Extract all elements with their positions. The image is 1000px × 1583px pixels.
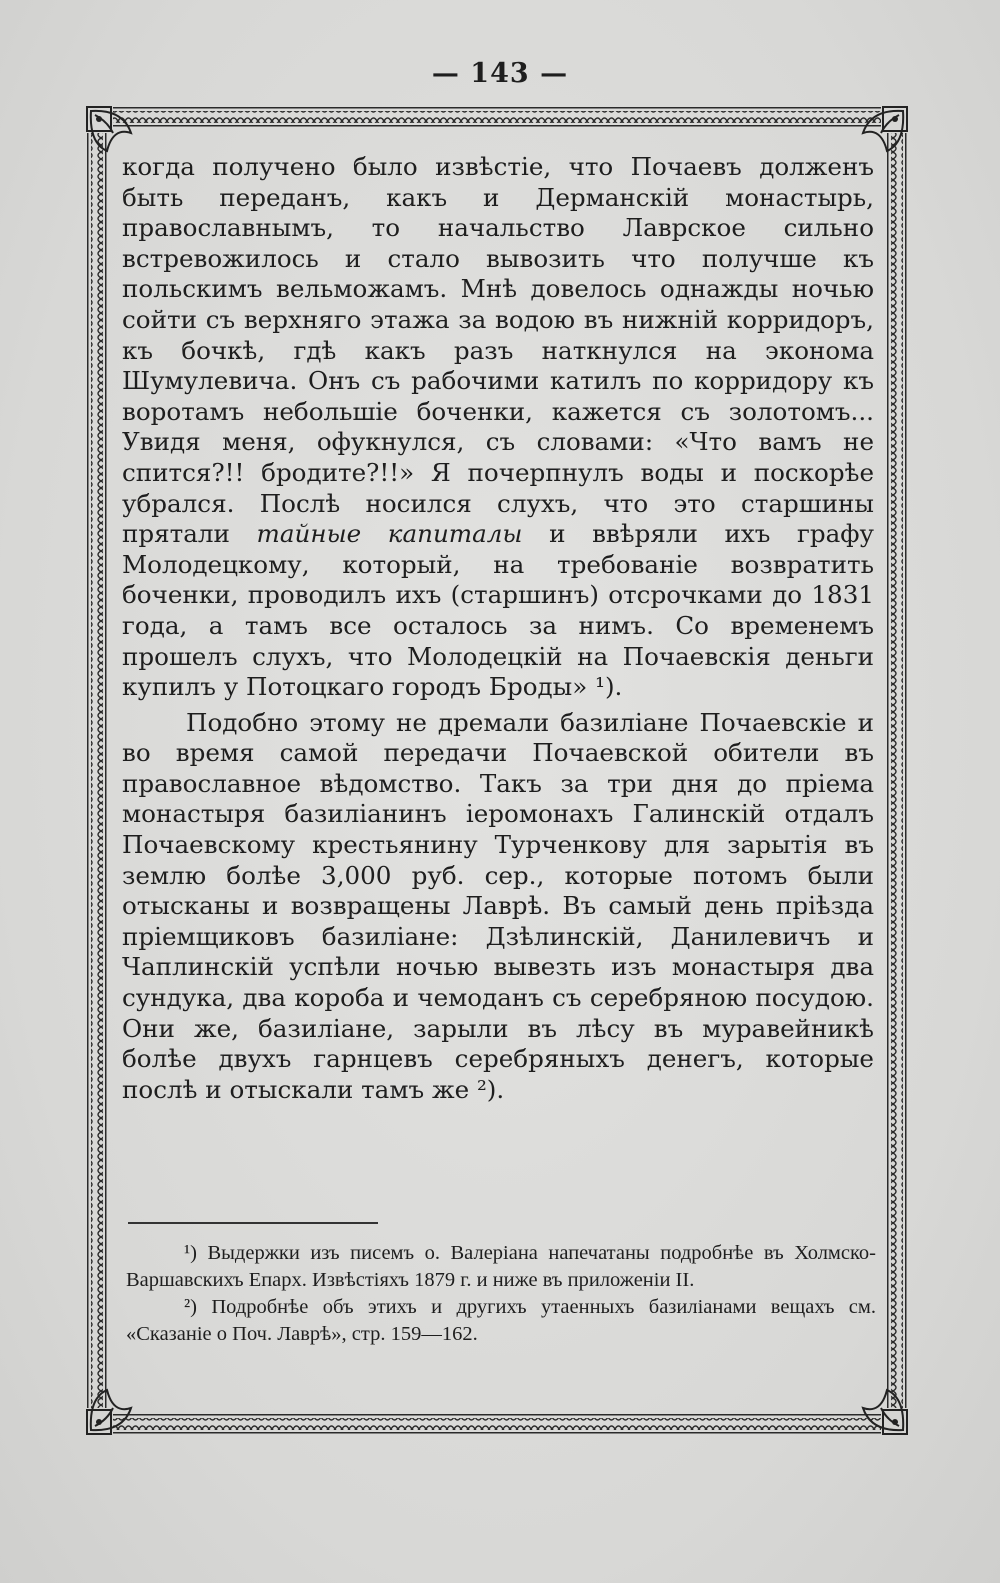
footnote-divider (128, 1222, 378, 1224)
footnote-text: ¹) Выдержки изъ писемъ о. Валеріана напечатаны подробнѣе въ Холмско-Варшавскихъ Епарх. Извѣстіяхъ 1879 г. и ниже въ приложеніи II. (126, 1242, 876, 1291)
main-text (122, 152, 874, 1105)
footnote (126, 1240, 876, 1294)
footnote-text: ²) Подробнѣе объ этихъ и другихъ утаенныхъ базиліанами вещахъ см. «Сказаніе о Поч. Лаврѣ», стр. 159—162. (126, 1296, 876, 1345)
footnotes (126, 1240, 876, 1348)
paragraph-text: когда получено было извѣстіе, что Почаевъ долженъ быть переданъ, какъ и Дерманскій монастырь, православнымъ, то начальство Лаврское сильно встревожилось и стало вывозить что получше къ польскимъ вельможамъ. Мнѣ довелось однажды ночью сойти съ верхняго этажа за водою въ нижній корридоръ, къ бочкѣ, гдѣ какъ разъ наткнулся на эконома Шумулевича. Онъ съ рабочими катилъ по корридору къ воротамъ небольшіе боченки, кажется съ золотомъ... Увидя меня, офукнулся, съ словами: «Что вамъ не спится?!! бродите?!!» Я почерпнулъ воды и поскорѣе убрался. Послѣ носился слухъ, что это старшины прятали (122, 152, 874, 549)
page-number: — 143 — (431, 58, 569, 89)
emphasized-phrase: тайные капиталы (256, 519, 523, 549)
paragraph (122, 152, 874, 703)
paragraph-text-continued: и ввѣряли ихъ графу Молодецкому, который, на требованіе возвратить боченки, проводилъ ихъ (старшинъ) отсрочками до 1831 года, а тамъ все осталось за нимъ. Со временемъ прошелъ слухъ, что Молодецкій на Почаевскія деньги купилъ у Потоцкаго городъ Броды» ¹). (122, 519, 874, 702)
footnote (126, 1294, 876, 1348)
paragraph: Подобно этому не дремали базиліане Почаевскіе и во время самой передачи Почаевской обители въ православное вѣдомство. Такъ за три дня до пріема монастыря базиліанинъ іеромонахъ Галинскій отдалъ Почаевскому крестьянину Турченкову для зарытія въ землю болѣе 3,000 руб. сер., которые потомъ были отысканы и возвращены Лаврѣ. Въ самый день пріѣзда пріемщиковъ базиліане: Дзѣлинскій, Данилевичъ и Чаплинскій успѣли ночью вывезть изъ монастыря два сундука, два короба и чемоданъ съ серебряною посудою. Они же, базиліане, зарыли въ лѣсу въ муравейникѣ болѣе двухъ гарнцевъ серебряныхъ денегъ, которые послѣ и отыскали тамъ же ²). (122, 707, 874, 1104)
